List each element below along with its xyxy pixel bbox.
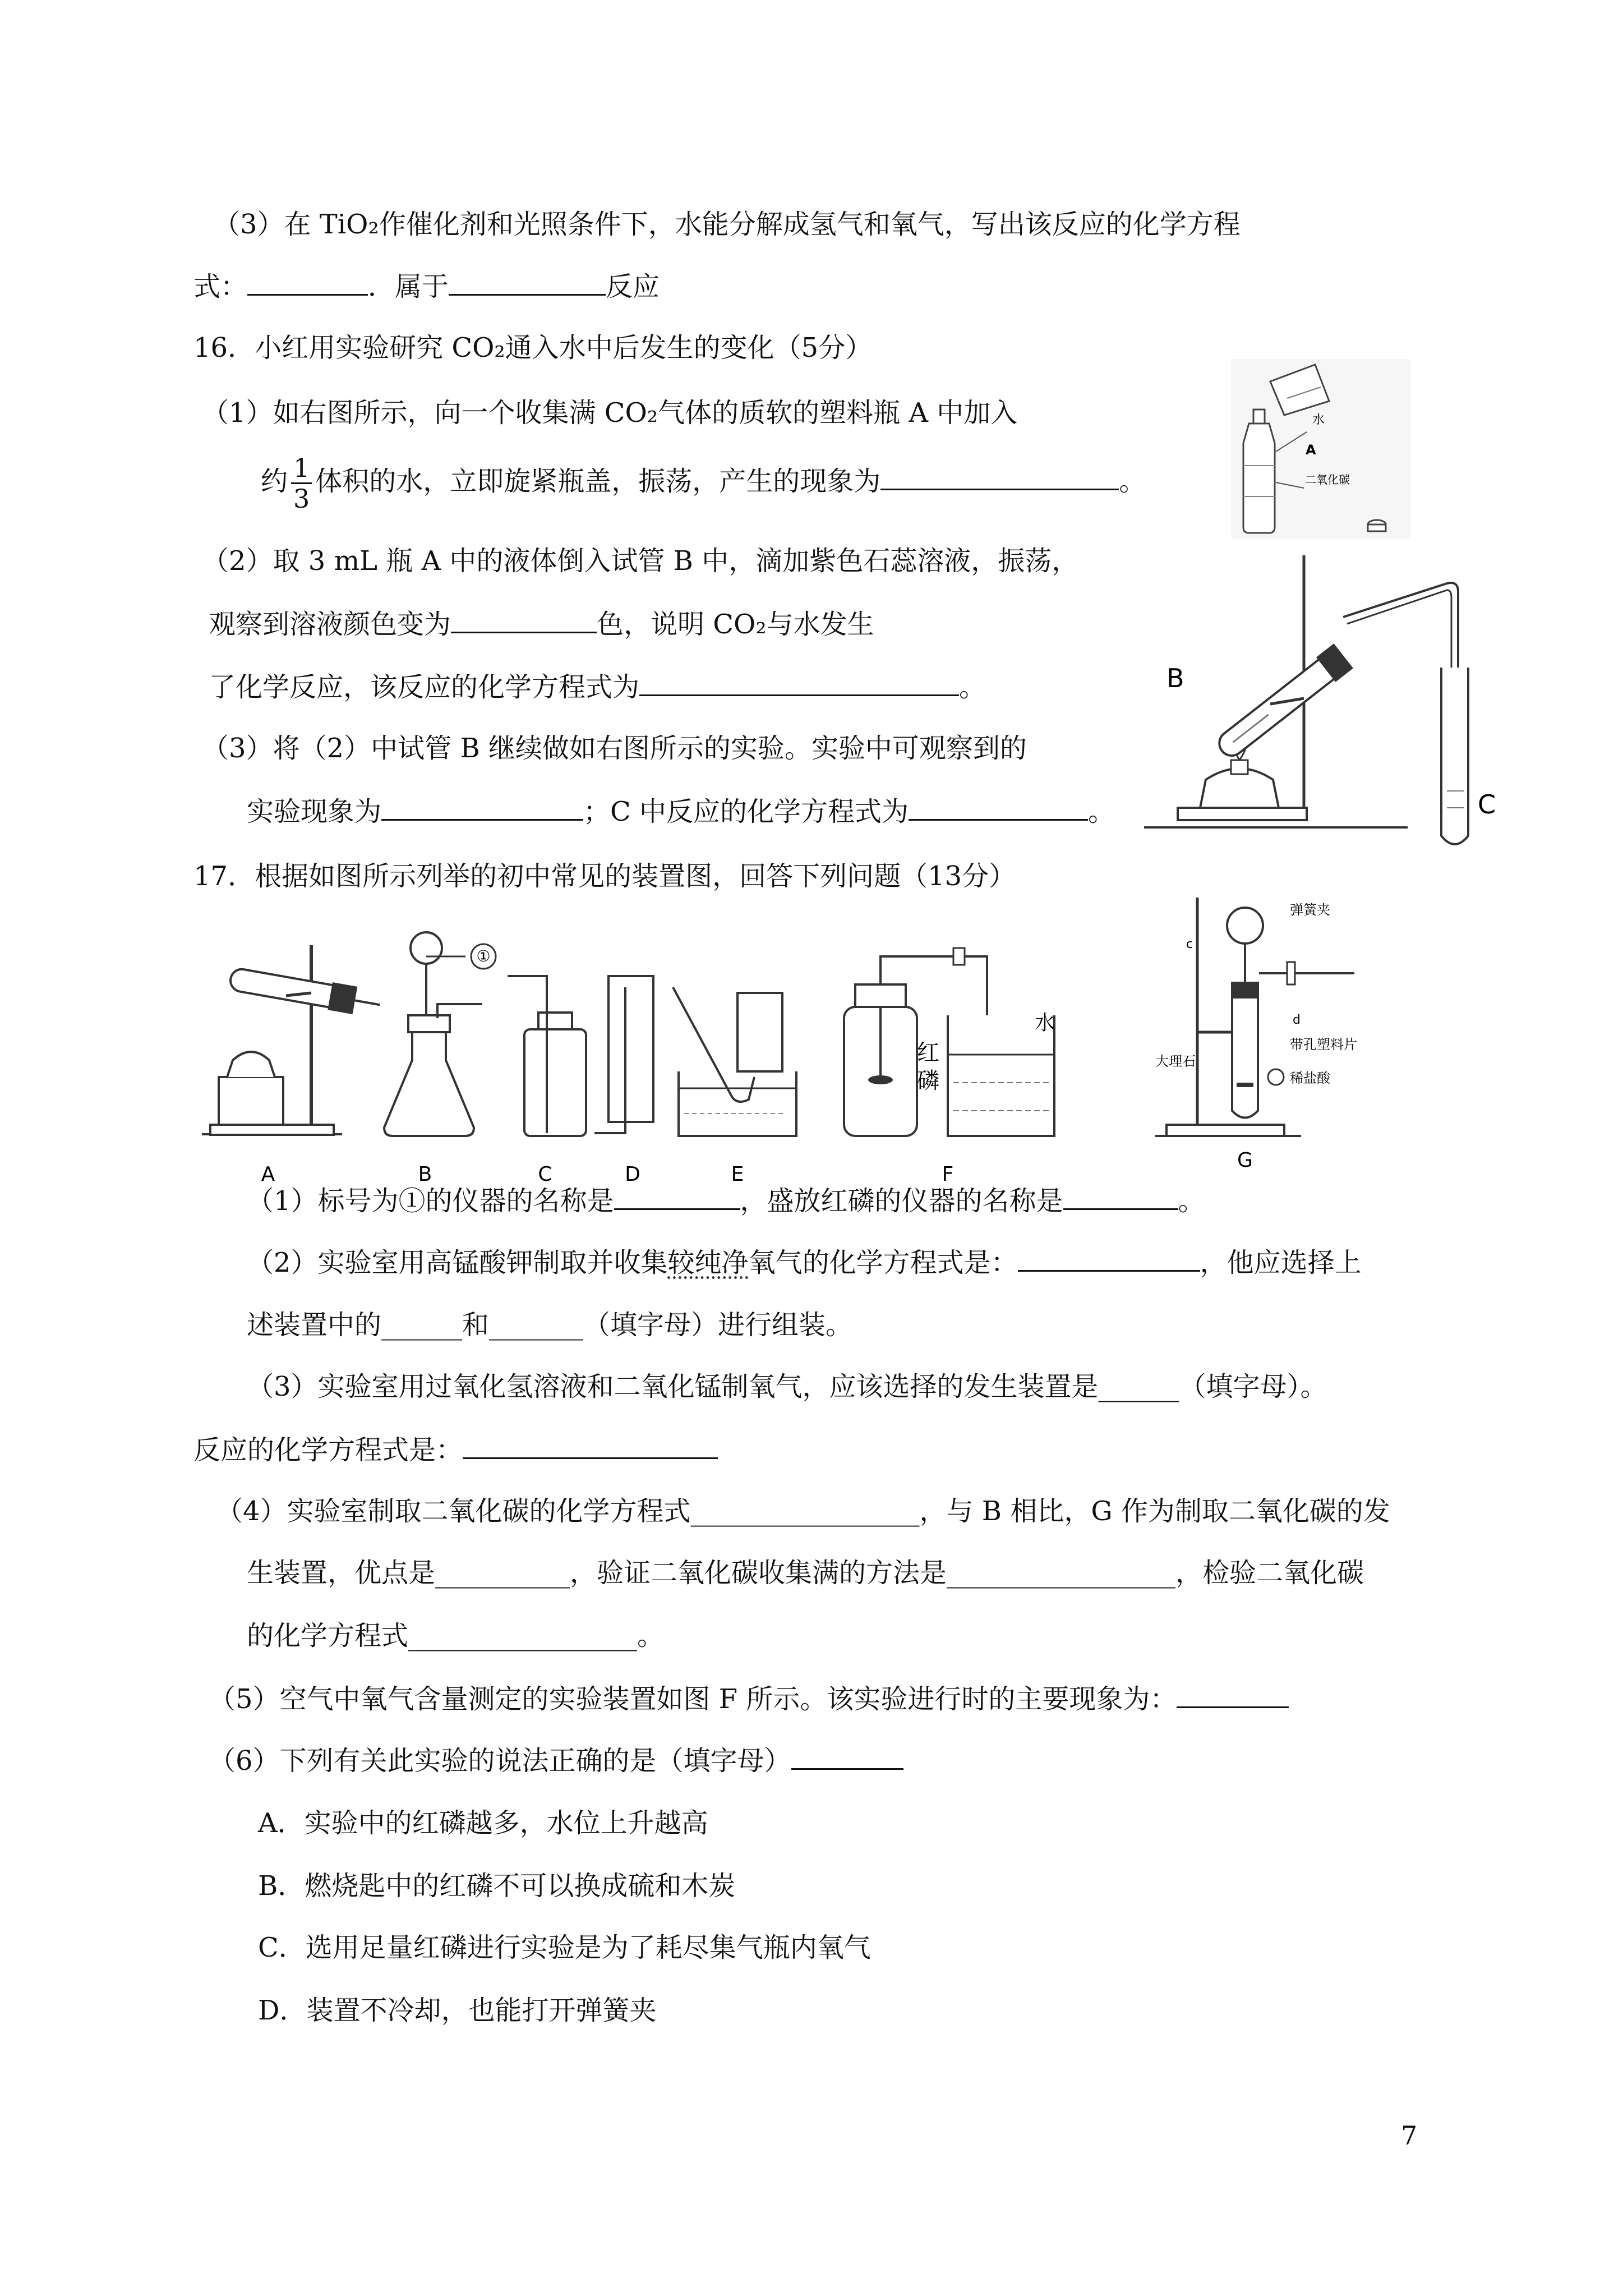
label-red: 红 [917,1040,939,1066]
apparatus-e [673,987,796,1136]
answer-blank[interactable] [463,1432,718,1459]
q17-p1 [247,1182,1205,1219]
text: （2）实验室用高锰酸钾制取并收集 [247,1247,668,1278]
q17-option-c[interactable]: C．选用足量红磷进行实验是为了耗尽集气瓶内氧气 [258,1932,871,1963]
label-acid: 稀盐酸 [1290,1070,1330,1086]
label-g: G [1237,1149,1253,1172]
text: 。 [959,671,986,703]
q16-p1-line2 [261,453,1146,513]
label-c: C [1478,789,1496,820]
q17-p6 [209,1742,903,1779]
text: ；C 中反应的化学方程式为 [583,796,909,827]
text: （1）标号为①的仪器的名称是 [247,1185,614,1217]
text: 。 [1119,466,1146,497]
figure-apparatus [202,892,1391,1189]
label-spring-clip: 弹簧夹 [1290,902,1330,918]
text: ，盛放红磷的仪器的名称是 [740,1185,1063,1217]
q16-title: 16．小红用实验研究 CO₂通入水中后发生的变化（5分） [193,332,873,364]
label-b: B [418,1163,432,1186]
text: 。 [1088,796,1115,827]
q16-p2-line2 [209,606,874,642]
apparatus-a [202,945,382,1135]
label-f: F [942,1163,954,1186]
q16-p2-line1: （2）取 3 mL 瓶 A 中的液体倒入试管 B 中，滴加紫色石蕊溶液，振荡， [202,545,1079,577]
label-d: d [1293,1013,1301,1027]
label-a: A [261,1163,275,1186]
figure-bottle-a [1231,359,1410,539]
label-water: 水 [1035,1011,1055,1034]
answer-blank[interactable] [449,268,606,296]
bottle-shape [1243,424,1275,533]
text: 观察到溶液颜色变为 [209,609,451,640]
text: 式： [193,271,248,302]
text: ，他应选择上 [1200,1247,1362,1278]
text: ．属于 [368,271,449,302]
mark-1: ① [476,947,491,965]
q17-p2-line1 [247,1244,1362,1281]
q17-p2-line2: 述装置中的______和_______（填字母）进行组装。 [247,1309,853,1341]
apparatus-d [594,976,653,1133]
text: 。 [1178,1185,1205,1217]
text: 体积的水，立即旋紧瓶盖，振荡，产生的现象为 [315,466,881,497]
q15-3-line1: （3）在 TiO₂作催化剂和光照条件下，水能分解成氢气和氧气，写出该反应的化学方程 [213,209,1241,240]
q17-p3-line1: （3）实验室用过氧化氢溶液和二氧化锰制氧气，应该选择的发生装置是______（填字母）。 [247,1371,1327,1402]
label-water: 水 [1312,413,1325,427]
answer-blank[interactable] [614,1182,740,1210]
q17-p3-line2 [193,1432,718,1468]
text: 氧气的化学方程式是： [748,1247,1018,1278]
text: 实验现象为 [247,796,382,827]
label-plastic: 带孔塑料片 [1290,1037,1357,1052]
answer-blank[interactable] [1063,1182,1178,1210]
q17-option-a[interactable]: A．实验中的红磷越多，水位上升越高 [258,1807,708,1839]
q17-title: 17．根据如图所示列举的初中常见的装置图，回答下列问题（13分） [193,861,1016,892]
page-number: 7 [1401,2120,1418,2151]
q16-p3-line1: （3）将（2）中试管 B 继续做如右图所示的实验。实验中可观察到的 [202,733,1027,764]
apparatus-f [844,948,1055,1136]
text: 了化学反应，该反应的化学方程式为 [209,671,640,703]
text: 反应 [606,271,660,302]
q17-option-d[interactable]: D．装置不冷却，也能打开弹簧夹 [258,1995,657,2026]
text: （5）空气中氧气含量测定的实验装置如图 F 所示。该实验进行时的主要现象为： [209,1683,1177,1715]
answer-blank[interactable] [381,793,583,821]
test-tube-c [1441,668,1468,844]
q17-p4-line3: 的化学方程式_________________。 [247,1620,665,1651]
q17-option-b[interactable]: B．燃烧匙中的红磷不可以换成硫和木炭 [258,1870,736,1902]
answer-blank[interactable] [639,669,959,696]
answer-blank[interactable] [451,606,597,633]
label-b: B [1166,663,1184,693]
label-c: C [538,1163,552,1186]
answer-blank[interactable] [880,463,1119,490]
label-co2: 二氧化碳 [1305,473,1350,486]
text: （6）下列有关此实验的说法正确的是（填字母） [209,1745,791,1777]
text: 约 [261,466,288,497]
answer-blank[interactable] [247,268,368,296]
answer-blank[interactable] [909,793,1088,821]
figure-tube-heating [1144,555,1503,847]
answer-blank[interactable] [1018,1244,1200,1272]
q16-p3-line2 [247,793,1115,830]
q15-3-line2 [193,268,660,305]
label-d: D [625,1163,640,1186]
q17-p4-line1: （4）实验室制取二氧化碳的化学方程式_________________，与 B 相比，G 作为制取二氧化碳的发 [216,1496,1390,1527]
label-e: E [731,1163,744,1186]
emphasis-text: 较纯净 [667,1247,749,1278]
text: 色，说明 CO₂与水发生 [597,609,874,640]
q16-p2-line3 [209,669,986,705]
fraction-one-third: $\frac{1}{3}$ [291,453,312,513]
answer-blank[interactable] [1177,1681,1289,1708]
label-marble: 大理石 [1155,1053,1196,1069]
label-bottle-a: A [1306,442,1316,458]
answer-blank[interactable] [791,1742,903,1770]
q17-p5 [209,1681,1289,1717]
apparatus-g [1155,898,1357,1136]
q17-p4-line2: 生装置，优点是__________，验证二氧化碳收集满的方法是_________________，检验二氧化碳 [247,1557,1364,1589]
label-phosphorus: 磷 [917,1068,939,1094]
apparatus-c [508,976,586,1136]
apparatus-b [384,932,496,1136]
label-c: c [1186,937,1193,951]
text: 反应的化学方程式是： [193,1434,463,1466]
q16-p1-line1: （1）如右图所示，向一个收集满 CO₂气体的质软的塑料瓶 A 中加入 [202,397,1018,429]
